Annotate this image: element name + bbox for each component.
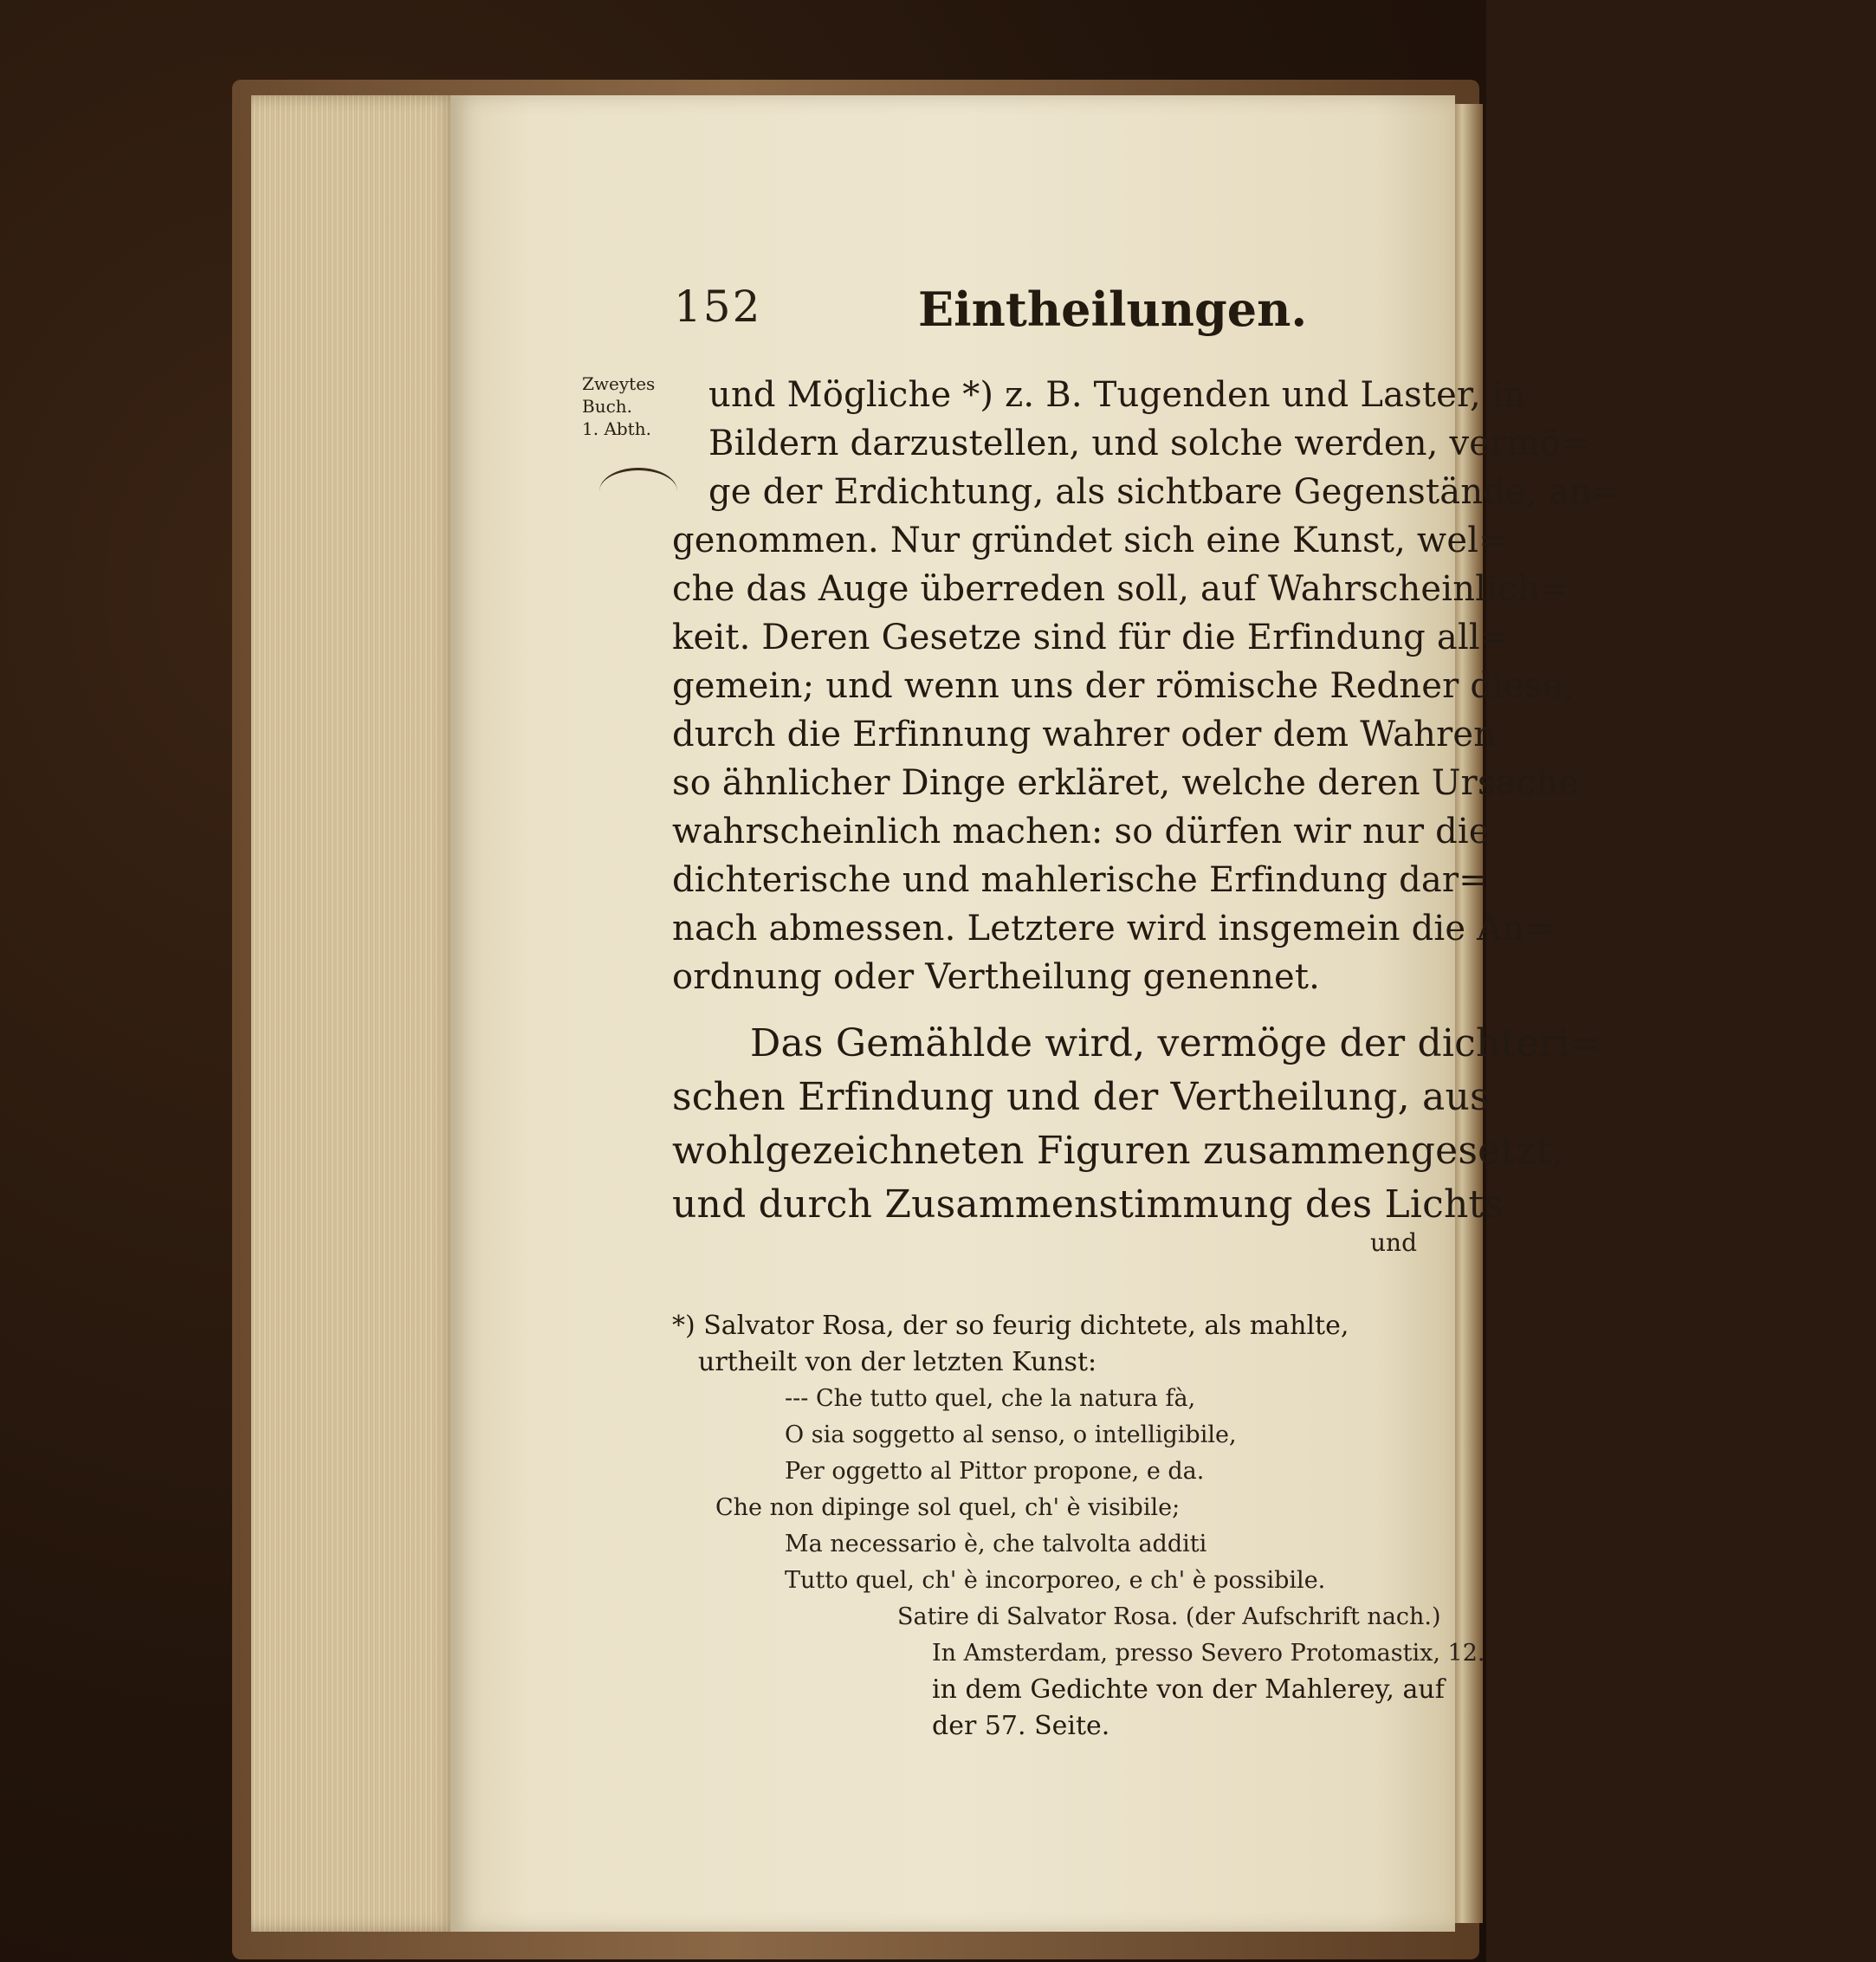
text-line: ordnung oder Vertheilung genennet. bbox=[672, 957, 1321, 997]
margin-note-line: Zweytes bbox=[582, 373, 656, 394]
catchword: und bbox=[1370, 1228, 1417, 1257]
text-line: wahrscheinlich machen: so dürfen wir nur die bbox=[672, 812, 1490, 851]
text-line: durch die Erfinnung wahrer oder dem Wahren bbox=[672, 715, 1497, 754]
text-line: schen Erfindung und der Vertheilung, aus bbox=[672, 1075, 1490, 1119]
text-line: Das Gemählde wird, vermöge der dichteri= bbox=[750, 1021, 1602, 1065]
footnote-verse: Per oggetto al Pittor propone, e da. bbox=[785, 1458, 1205, 1485]
text-line: Bildern darzustellen, und solche werden, vermö= bbox=[708, 424, 1590, 463]
page-header bbox=[450, 282, 1455, 351]
text-line: und durch Zusammenstimmung des Lichts bbox=[672, 1182, 1504, 1227]
footnote bbox=[672, 1308, 1876, 1745]
footnote-line: *) Salvator Rosa, der so feurig dichtete, als mahlte, bbox=[672, 1311, 1349, 1341]
footnote-source: In Amsterdam, presso Severo Protomastix, 12. bbox=[932, 1640, 1485, 1667]
footnote-source: in dem Gedichte von der Mahlerey, auf bbox=[932, 1674, 1445, 1705]
main-text bbox=[672, 371, 1876, 1232]
book-page bbox=[450, 95, 1621, 1932]
text-line: und Mögliche *) z. B. Tugenden und Laster, in bbox=[708, 375, 1526, 415]
margin-note-line: Buch. bbox=[582, 396, 633, 417]
text-line: dichterische und mahlerische Erfindung dar= bbox=[672, 860, 1488, 900]
footnote-line: urtheilt von der letzten Kunst: bbox=[698, 1347, 1097, 1377]
text-line: wohlgezeichneten Figuren zusammengesetzt, bbox=[672, 1129, 1564, 1173]
footnote-source: der 57. Seite. bbox=[932, 1711, 1110, 1741]
running-title: Eintheilungen. bbox=[918, 282, 1308, 337]
footnote-verse: Tutto quel, ch' è incorporeo, e ch' è possibile. bbox=[785, 1567, 1326, 1594]
text-line: so ähnlicher Dinge erkläret, welche deren Ursache bbox=[672, 763, 1580, 803]
text-line: che das Auge überreden soll, auf Wahrscheinlich= bbox=[672, 569, 1569, 609]
page-edges bbox=[251, 95, 459, 1932]
text-line: gemein; und wenn uns der römische Redner diese, bbox=[672, 666, 1575, 706]
text-line: genommen. Nur gründet sich eine Kunst, wel= bbox=[672, 521, 1508, 560]
paragraph-2 bbox=[672, 1017, 1876, 1232]
margin-note-line: 1. Abth. bbox=[582, 418, 651, 439]
footnote-verse: Ma necessario è, che talvolta additi bbox=[785, 1531, 1207, 1557]
footnote-verse: --- Che tutto quel, che la natura fà, bbox=[785, 1385, 1196, 1412]
footnote-verse: Che non dipinge sol quel, ch' è visibile; bbox=[715, 1494, 1181, 1521]
footnote-source: Satire di Salvator Rosa. (der Aufschrift nach.) bbox=[897, 1603, 1441, 1630]
paragraph-1 bbox=[672, 371, 1876, 1001]
text-line: nach abmessen. Letztere wird insgemein die An= bbox=[672, 909, 1554, 949]
text-line: keit. Deren Gesetze sind für die Erfindung all= bbox=[672, 618, 1510, 657]
page-number: 152 bbox=[674, 282, 762, 332]
footnote-verse: O sia soggetto al senso, o intelligibile, bbox=[785, 1421, 1237, 1448]
text-line: ge der Erdichtung, als sichtbare Gegenstände, an= bbox=[708, 472, 1621, 512]
margin-brace bbox=[599, 468, 677, 491]
